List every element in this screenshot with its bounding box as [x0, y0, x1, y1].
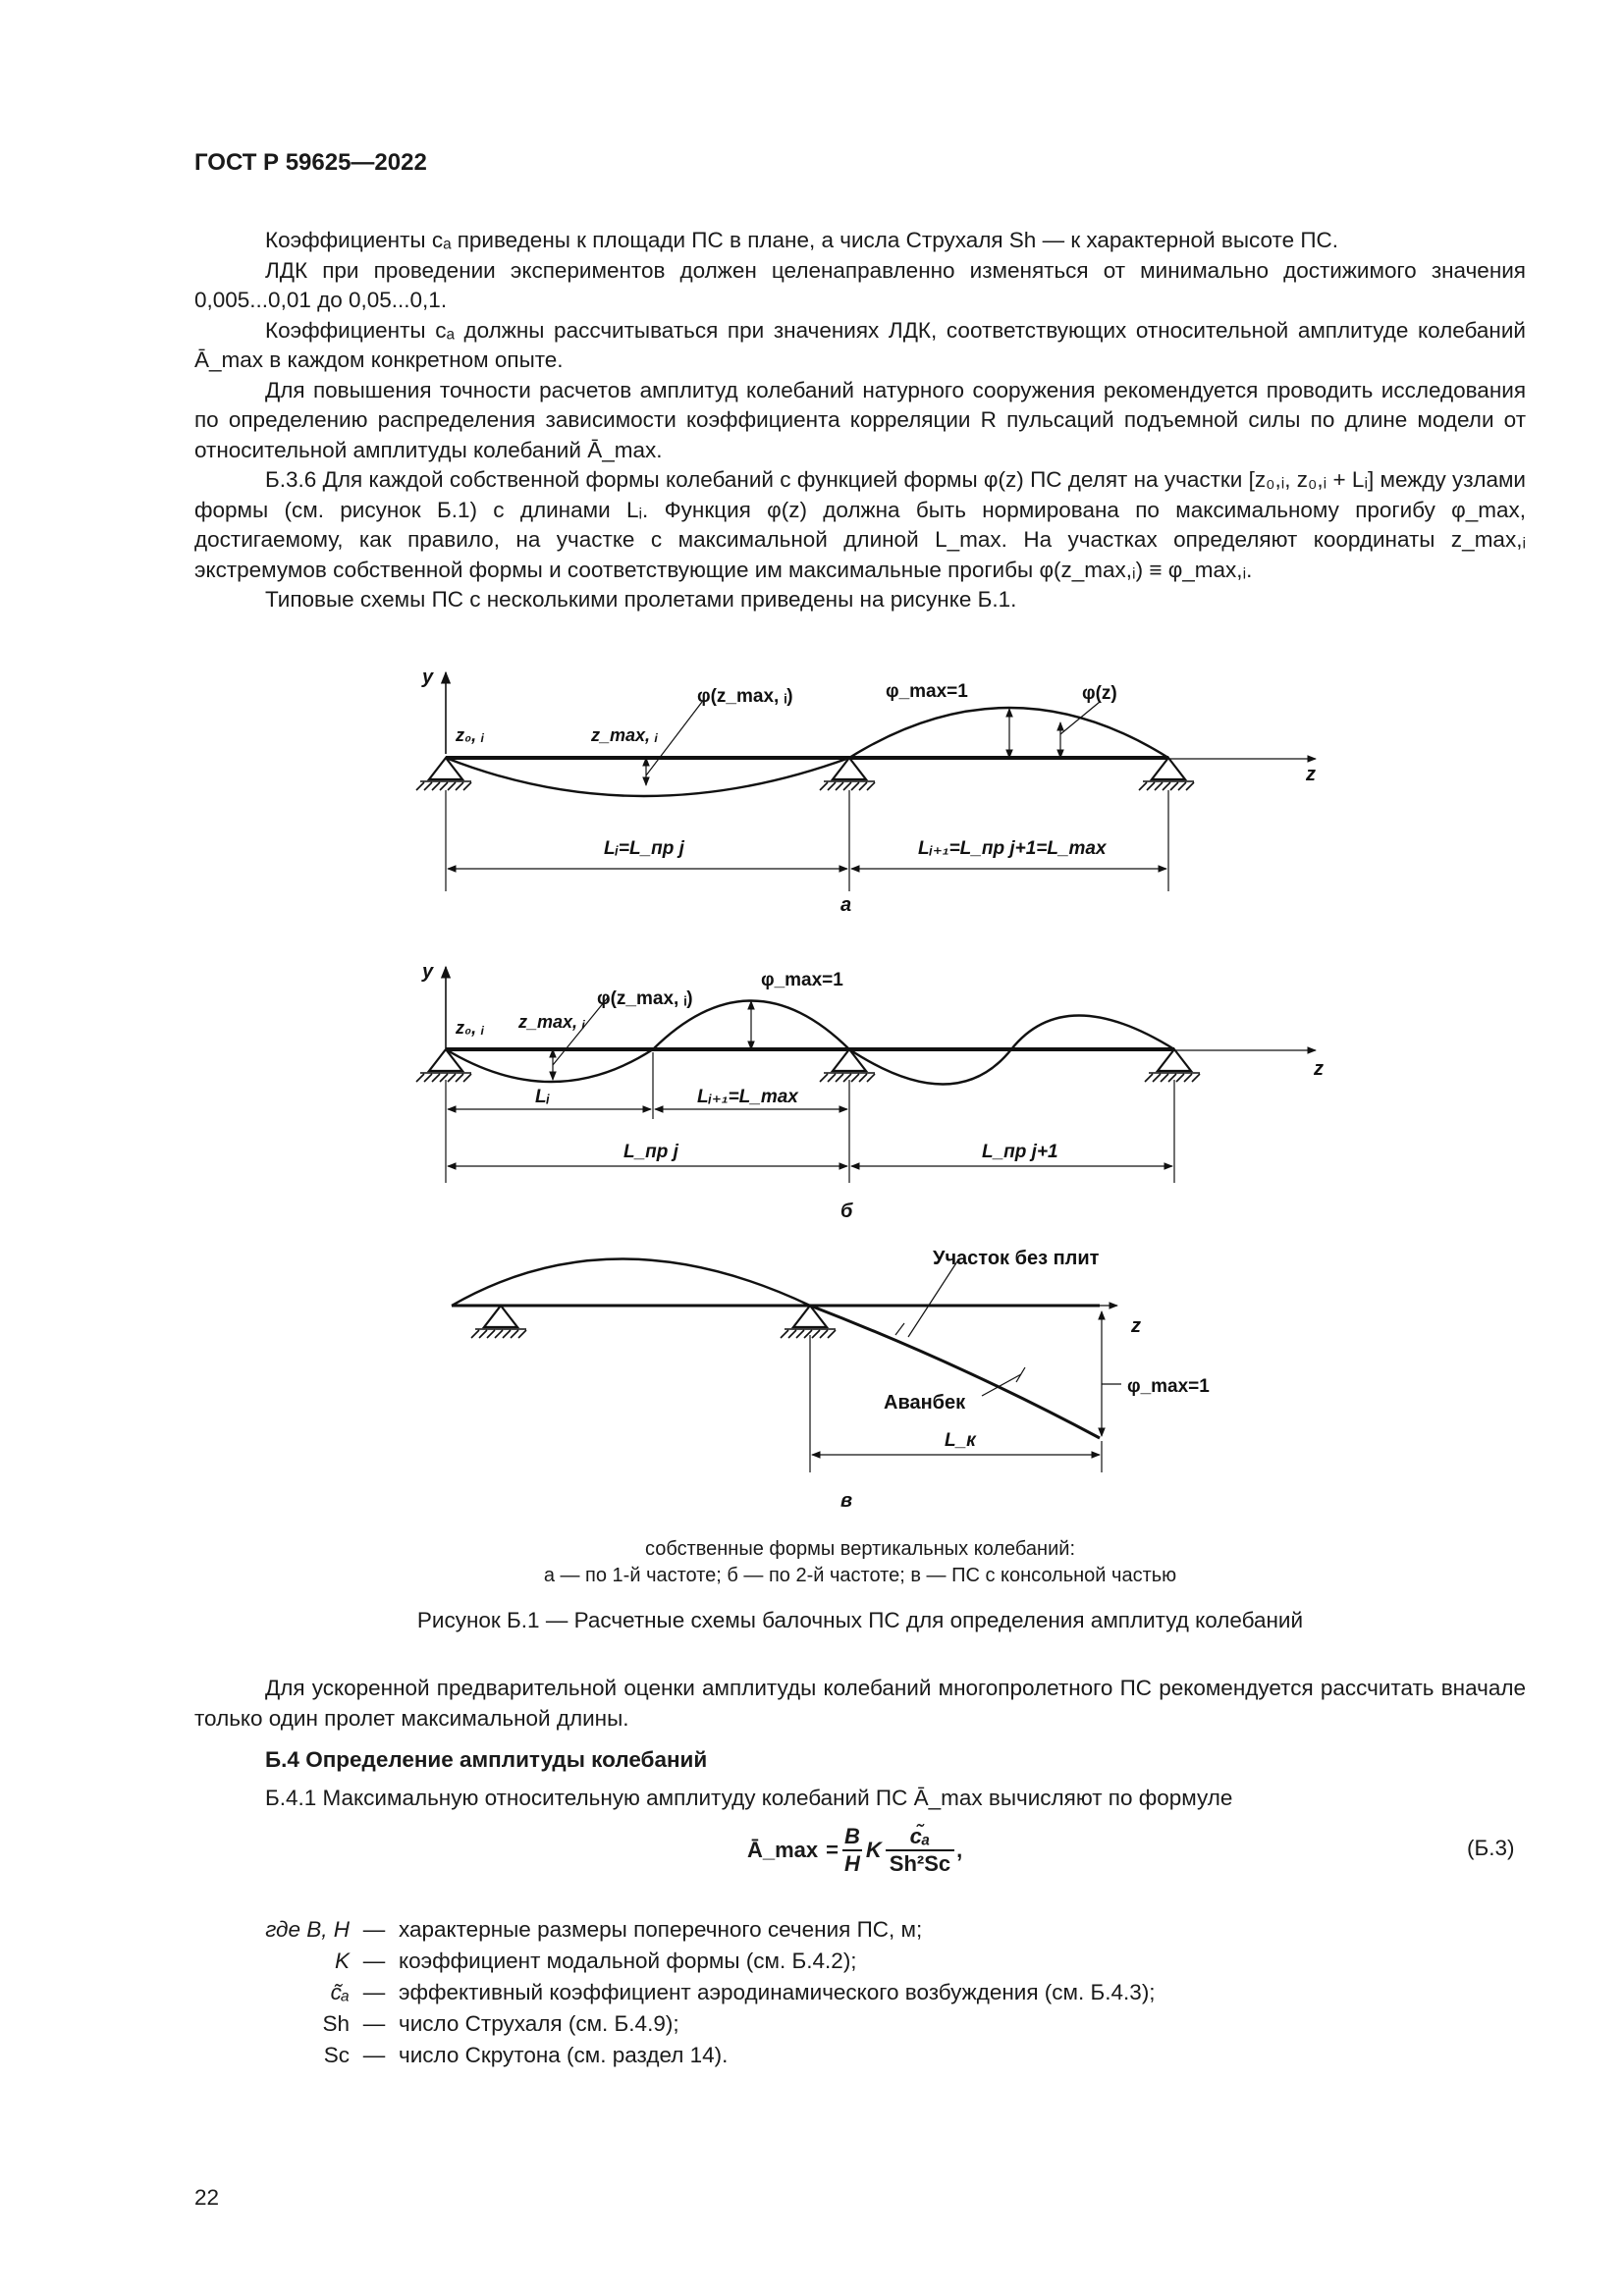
label-phi-zmax: φ(z_max, ᵢ) — [697, 686, 793, 707]
label-no-slab-section: Участок без плит — [933, 1248, 1100, 1269]
formula-number: (Б.3) — [1467, 1836, 1515, 1860]
definition-text: коэффициент модальной формы (см. Б.4.2); — [399, 1949, 857, 1973]
formula-equals: = — [826, 1838, 839, 1862]
label-z-axis: z — [1314, 1058, 1324, 1080]
label-y-axis: y — [422, 961, 434, 983]
formula-b3 — [746, 1824, 963, 1877]
definition-symbol: c̃ₐ — [330, 1980, 350, 2004]
paragraph: Коэффициенты cₐ должны рассчитываться при значениях ЛДК, соответствующих относительной амплитуде колебаний Ā_max в каждом конкретном опыте. — [194, 317, 1526, 372]
scheme-b — [416, 967, 1316, 1183]
definition-row — [194, 1946, 1156, 1977]
document-header: ГОСТ Р 59625—2022 — [194, 149, 427, 176]
text-block-middle — [194, 1674, 1526, 1734]
label-zmax: z_max, ᵢ — [518, 1012, 586, 1032]
figure-title: Рисунок Б.1 — Расчетные схемы балочных ПС для определения амплитуд колебаний — [416, 1608, 1304, 1632]
label-length: Lᵢ₊₁=L_max — [697, 1087, 798, 1107]
label-phi-zmax: φ(z_max, ᵢ) — [597, 988, 693, 1009]
paragraph: ЛДК при проведении экспериментов должен целенаправленно изменяться от минимально достижимого значения 0,005...0,01 до 0,05...0,1. — [194, 257, 1526, 312]
definition-text: характерные размеры поперечного сечения ПС, м; — [399, 1917, 923, 1942]
text-block-formula-intro — [194, 1784, 1526, 1814]
scheme-c — [452, 1259, 1121, 1473]
paragraph: Для повышения точности расчетов амплитуд колебаний натурного сооружения рекомендуется проводить исследования по определению распределения зависимости коэффициента корреляции R пульсаций подъемной силы по длине модели от относительной амплитуды колебаний Ā_max. — [194, 377, 1526, 462]
label-z0: z₀, ᵢ — [456, 725, 485, 745]
formula-k: K — [865, 1838, 882, 1862]
definition-dash: — — [362, 2043, 386, 2067]
formula-numerator-ca: c̃ₐ — [886, 1824, 954, 1850]
definition-row — [194, 2008, 1156, 2040]
paragraph: Б.4.1 Максимальную относительную амплитуду колебаний ПС Ā_max вычисляют по формуле — [265, 1786, 1233, 1810]
page-number: 22 — [194, 2185, 220, 2210]
label-phi-max: φ_max=1 — [886, 681, 968, 702]
section-title: Б.4 Определение амплитуды колебаний — [265, 1747, 708, 1772]
formula-comma: , — [956, 1838, 963, 1862]
figure-caption-line: собственные формы вертикальных колебаний: — [645, 1538, 1075, 1560]
definition-symbol: Sc — [323, 2043, 350, 2067]
label-phi-max: φ_max=1 — [1127, 1376, 1210, 1397]
subfigure-label-c: в — [840, 1490, 853, 1512]
formula-numerator-b: B — [844, 1824, 860, 1848]
subfigure-label-b: б — [840, 1201, 853, 1222]
label-z0: z₀, ᵢ — [456, 1018, 485, 1038]
definition-dash: — — [362, 2011, 386, 2036]
figure-caption-line: а — по 1-й частоте; б — по 2-й частоте; в — ПС с консольной частью — [543, 1565, 1177, 1586]
label-z-axis: z — [1306, 764, 1316, 785]
subfigure-label-a: а — [840, 894, 852, 916]
label-z-axis: z — [1131, 1315, 1141, 1337]
formula-denominator-h: H — [844, 1851, 860, 1876]
formula-lhs: Ā_max — [747, 1838, 819, 1862]
paragraph: Для ускоренной предварительной оценки амплитуды колебаний многопролетного ПС рекомендуется рассчитать вначале только один пролет максимальной длины. — [194, 1676, 1526, 1731]
label-length: L_пр j — [623, 1142, 678, 1162]
label-avanbek: Аванбек — [884, 1392, 966, 1414]
definition-row — [194, 2040, 1156, 2071]
paragraph: Коэффициенты cₐ приведены к площади ПС в плане, а числа Струхаля Sh — к характерной высоте ПС. — [265, 228, 1339, 252]
label-length: Lᵢ — [535, 1087, 550, 1107]
definition-text: число Скрутона (см. раздел 14). — [399, 2043, 729, 2067]
definition-row — [194, 1914, 1156, 1946]
definition-dash: — — [362, 1949, 386, 1973]
scheme-a — [416, 672, 1316, 891]
formula-denominator-sh-sc: Sh²Sc — [889, 1851, 951, 1876]
definitions-list — [194, 1914, 1156, 2071]
definition-symbol: Sh — [322, 2011, 350, 2036]
figure-b1 — [373, 648, 1335, 1561]
label-zmax: z_max, ᵢ — [591, 725, 659, 745]
definition-text: эффективный коэффициент аэродинамического возбуждения (см. Б.4.3); — [399, 1980, 1156, 2004]
label-length: L_пр j+1 — [982, 1142, 1058, 1162]
definition-dash: — — [362, 1980, 386, 2004]
definition-symbol: где B, H — [265, 1917, 350, 1942]
label-phi-z: φ(z) — [1082, 683, 1117, 704]
paragraph: Б.3.6 Для каждой собственной формы колебаний с функцией формы φ(z) ПС делят на участки [z₀,ᵢ, z₀,ᵢ + Lᵢ] между узлами формы (см. рисунок Б.1) с длинами Lᵢ. Функция φ(z) должна быть нормирована по максимальному прогибу φ_max, достигаемому, как правило, на участке с максимальной длиной L_max. На участках определяют координаты z_max,ᵢ экстремумов собственной формы и соответствующие им максимальные прогибы φ(z_max,ᵢ) ≡ φ_max,ᵢ. — [194, 467, 1526, 582]
definition-row — [194, 1977, 1156, 2008]
label-length: Lᵢ=L_пр j — [604, 838, 684, 859]
definition-text: число Струхаля (см. Б.4.9); — [399, 2011, 679, 2036]
label-phi-max: φ_max=1 — [761, 970, 843, 990]
label-y-axis: y — [422, 667, 434, 688]
label-length: L_к — [945, 1430, 976, 1451]
label-length: Lᵢ₊₁=L_пр j+1=L_max — [918, 838, 1107, 859]
definition-symbol: K — [334, 1949, 350, 1973]
text-block-top — [194, 226, 1526, 615]
definition-dash: — — [362, 1917, 386, 1942]
paragraph: Типовые схемы ПС с несколькими пролетами приведены на рисунке Б.1. — [265, 587, 1017, 612]
